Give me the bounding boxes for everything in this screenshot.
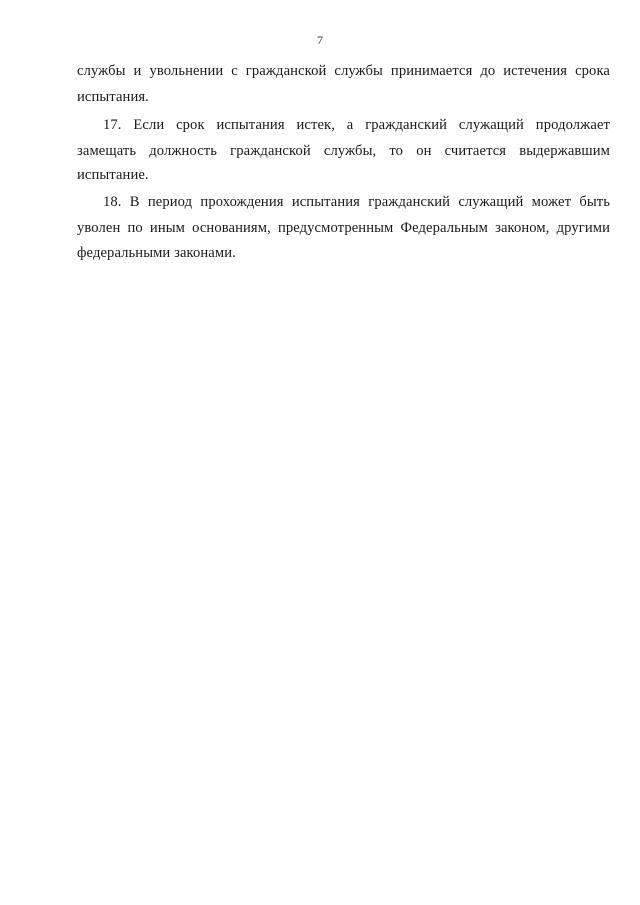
paragraph-line: испытания. — [77, 89, 149, 105]
paragraph-line: замещать должность гражданской службы, то он считается выдержавшим — [77, 143, 610, 159]
paragraph-line: 17. Если срок испытания истек, а гражданский служащий продолжает — [103, 117, 610, 133]
paragraph-line: испытание. — [77, 167, 149, 183]
paragraph-line: службы и увольнении с гражданской службы принимается до истечения срока — [77, 63, 610, 79]
page-number: 7 — [317, 33, 323, 47]
paragraph-line: уволен по иным основаниям, предусмотренным Федеральным законом, другими — [77, 220, 610, 236]
paragraph-line: 18. В период прохождения испытания гражданский служащий может быть — [103, 194, 610, 210]
paragraph-line: федеральными законами. — [77, 245, 236, 261]
